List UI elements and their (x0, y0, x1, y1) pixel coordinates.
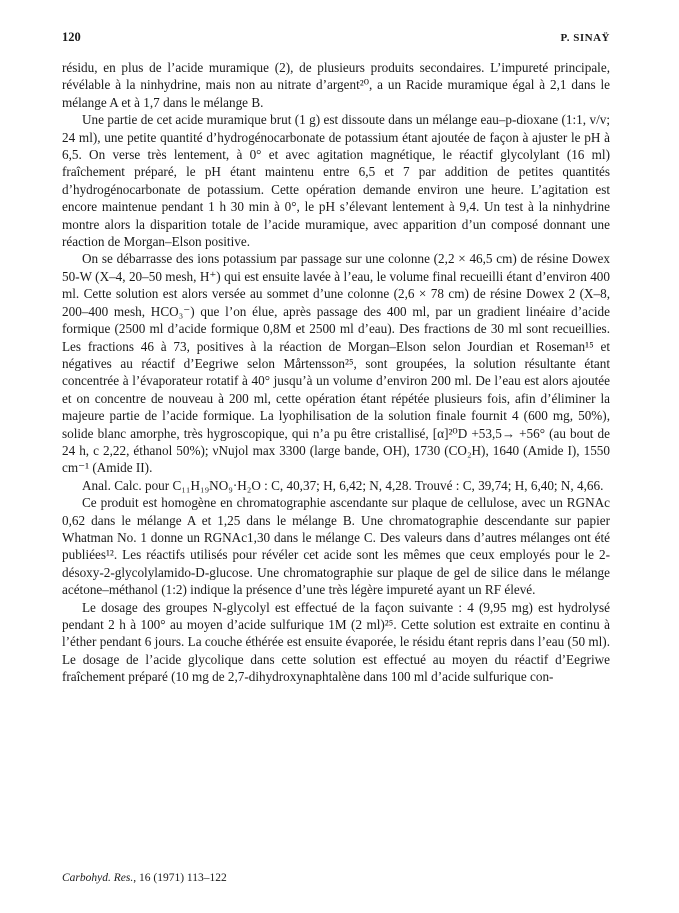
running-head-author: P. SINAŸ (560, 32, 610, 44)
paragraph-6: Le dosage des groupes N-glycolyl est effectué de la façon suivante : 4 (9,95 mg) est hydrolysé pendant 2 h à 100° au moyen d’acide sulfurique 1M (2 ml)²⁵. Cette solution est extraite en continu à l’éther pendant 6 jours. La couche éthérée est ensuite évaporée, le résidu étant repris dans l’eau (50 ml). Le dosage de l’acide glycolique dans cette solution est effectué au moyen du réactif d’Eegriwe fraîchement préparé (10 mg de 2,7-dihydroxynaphtalène dans 100 ml d’acide sulfurique con- (62, 599, 610, 685)
article-body (62, 59, 610, 686)
journal-name: Carbohyd. Res. (62, 872, 134, 884)
paragraph-2: Une partie de cet acide muramique brut (1 g) est dissoute dans un mélange eau–p-dioxane (1:1, v/v; 24 ml), une petite quantité d’hydrogénocarbonate de potassium étant ajoutée de façon à ajuster le pH à 6,5. On verse très lentement, à 0° et avec agitation magnétique, le réactif glycolylant (16 ml) fraîchement préparé, le pH étant maintenu entre 6,5 et 7 par addition de petites quantités d’hydrogénocarbonate de potassium. Cette opération demande environ une heure. L’agitation est encore maintenue pendant 1 h 30 min à 0°, le pH s’élevant lentement à 9,4. Un test à la ninhydrine montre alors la disparition totale de l’acide muramique, avec apparition d’un composé donnant une réaction de Morgan–Elson positive. (62, 112, 610, 250)
page-header (62, 30, 610, 45)
page-footer (62, 872, 227, 884)
page-content (62, 30, 610, 686)
journal-volume: , 16 (1971) 113–122 (133, 872, 227, 884)
paragraph-analysis: Anal. Calc. pour C₁₁H₁₉NO₉·H₂O : C, 40,37; H, 6,42; N, 4,28. Trouvé : C, 39,74; H, 6,40; N, 4,66. (82, 477, 604, 493)
paragraph-1: résidu, en plus de l’acide muramique (2), de plusieurs produits secondaires. L’impureté principale, révélable à la ninhydrine, mais non au nitrate d’argent²⁰, a un Racide muramique égal à 2,1 dans le mélange A et à 1,7 dans le mélange B. (62, 60, 610, 110)
paragraph-3: On se débarrasse des ions potassium par passage sur une colonne (2,2 × 46,5 cm) de résine Dowex 50-W (X–4, 20–50 mesh, H⁺) qui est ensuite lavée à l’eau, le volume final recueilli étant d’environ 400 ml. Cette solution est alors versée au sommet d’une colonne (2,6 × 78 cm) de résine Dowex 2 (X–8, 200–400 mesh, HCO₃⁻) que l’on élue, après passage des 400 ml, par un gradient linéaire d’acide formique (2500 ml d’acide formique 0,8M et 2500 ml d’eau). Des fractions de 30 ml sont recueillies. Les fractions 46 à 73, positives à la réaction de Morgan–Elson selon Jourdian et Roseman¹⁵ et négatives au réactif d’Eegriwe selon Mårtensson²⁵, sont groupées, la solution résultante étant concentrée à l’évaporateur rotatif à 40° jusqu’à un volume d’environ 200 ml. De l’eau est alors ajoutée et on concentre de nouveau à 200 ml, cette opération étant répétée plusieurs fois, afin d’éliminer la majeure partie de l’acide formique. La lyophilisation de la solution finale fournit 4 (600 mg, 50%), solide blanc amorphe, très hygroscopique, qui n’a pu être cristallisé, [α]²⁰D +53,5→ +56° (au bout de 24 h, c 2,22, éthanol 50%); νNujol max 3300 (large bande, OH), 1730 (CO₂H), 1640 (Amide I), 1550 cm⁻¹ (Amide II). (62, 251, 610, 476)
page-number: 120 (62, 30, 81, 44)
paragraph-5: Ce produit est homogène en chromatographie ascendante sur plaque de cellulose, avec un RGNAc 0,62 dans le mélange A et 1,25 dans le mélange B. Une chromatographie descendante sur papier Whatman No. 1 donne un RGNAc1,30 dans le mélange C. Des valeurs dans d’autres mélanges ont été publiées¹². Les réactifs utilisés pour révéler cet acide sont les mêmes que ceux employés pour le 2-désoxy-2-glycolylamido-D-glucose. Une chromatographie sur plaque de gel de silice dans le mélange acétone–méthanol (1:2) indique la présence d’une très légère impureté ayant un RF élevé. (62, 495, 610, 598)
